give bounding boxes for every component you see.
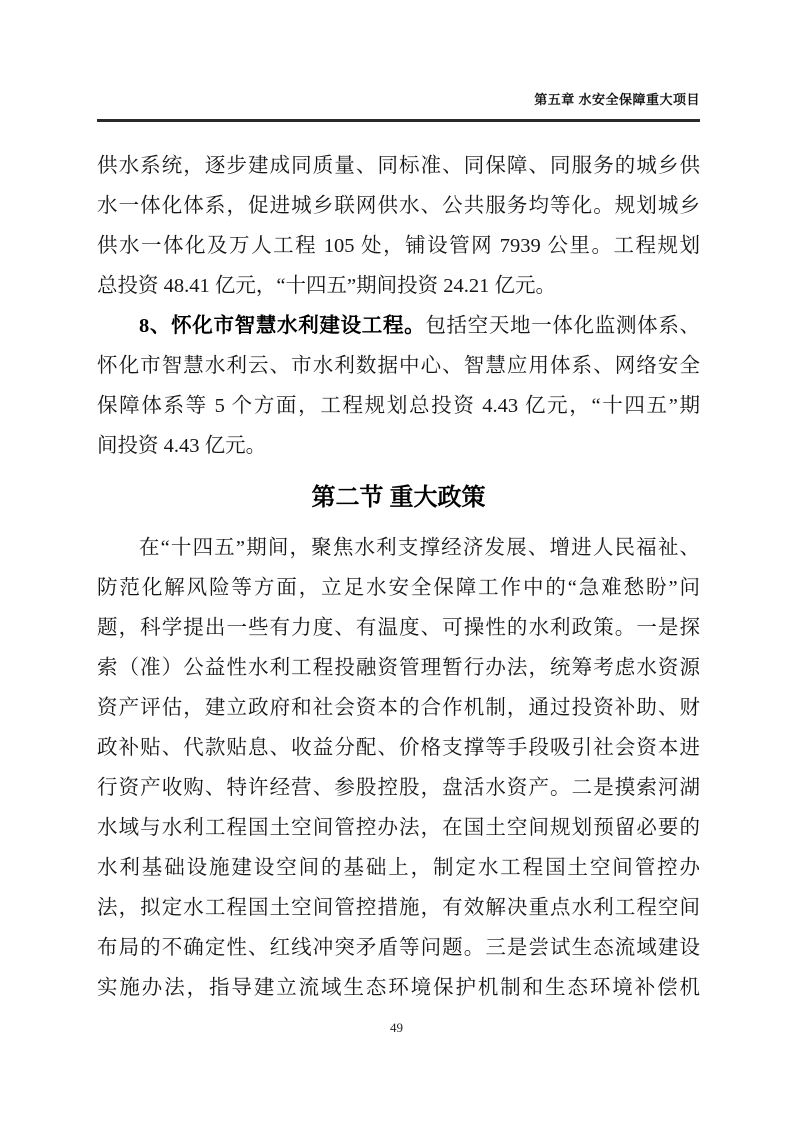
text-line: 水利基础设施建设空间的基础上，制定水工程国土空间管控办 <box>97 857 700 879</box>
text-line: 索（准）公益性水利工程投融资管理暂行办法，统筹考虑水资源 <box>97 657 700 679</box>
text-line: 实施办法，指导建立流域生态环境保护机制和生态环境补偿机 <box>97 977 700 999</box>
text-line: 供水一体化及万人工程 105 处，铺设管网 7939 公里。工程规划 <box>97 235 700 257</box>
paragraph <box>97 306 700 466</box>
text-line: 政补贴、代款贴息、收益分配、价格支撑等手段吸引社会资本进 <box>97 737 700 759</box>
running-header: 第五章 水安全保障重大项目 <box>534 92 700 107</box>
text-line: 防范化解风险等方面，立足水安全保障工作中的“急难愁盼”问 <box>97 577 700 599</box>
text-line: 法，拟定水工程国土空间管控措施，有效解决重点水利工程空间 <box>97 897 700 919</box>
header-rule <box>97 119 700 122</box>
paragraph <box>97 146 700 306</box>
text-line: 怀化市智慧水利云、市水利数据中心、智慧应用体系、网络安全 <box>97 355 700 377</box>
paragraph-lead-bold: 8、怀化市智慧水利建设工程。 <box>139 315 426 337</box>
document-body <box>97 146 700 1008</box>
text-line: 8、怀化市智慧水利建设工程。包括空天地一体化监测体系、 <box>139 315 700 337</box>
text-line: 保障体系等 5 个方面，工程规划总投资 4.43 亿元，“十四五”期 <box>97 395 700 417</box>
section-heading: 第二节 重大政策 <box>311 485 486 511</box>
text-line: 水域与水利工程国土空间管控办法，在国土空间规划预留必要的 <box>97 817 700 839</box>
text-line: 在“十四五”期间，聚焦水利支撑经济发展、增进人民福祉、 <box>139 537 700 559</box>
page-number: 49 <box>390 1020 403 1035</box>
text-line: 布局的不确定性、红线冲突矛盾等问题。三是尝试生态流域建设 <box>97 937 700 959</box>
text-line: 水一体化体系，促进城乡联网供水、公共服务均等化。规划城乡 <box>97 195 700 217</box>
text-line: 行资产收购、特许经营、参股控股，盘活水资产。二是摸索河湖 <box>97 777 700 799</box>
paragraph <box>97 528 700 1008</box>
text-line: 题，科学提出一些有力度、有温度、可操性的水利政策。一是探 <box>97 617 700 639</box>
text-line: 供水系统，逐步建成同质量、同标准、同保障、同服务的城乡供 <box>97 155 700 177</box>
text-line: 资产评估，建立政府和社会资本的合作机制，通过投资补助、财 <box>97 697 700 719</box>
text-line: 总投资 48.41 亿元，“十四五”期间投资 24.21 亿元。 <box>97 275 556 297</box>
text-line: 间投资 4.43 亿元。 <box>97 435 267 457</box>
